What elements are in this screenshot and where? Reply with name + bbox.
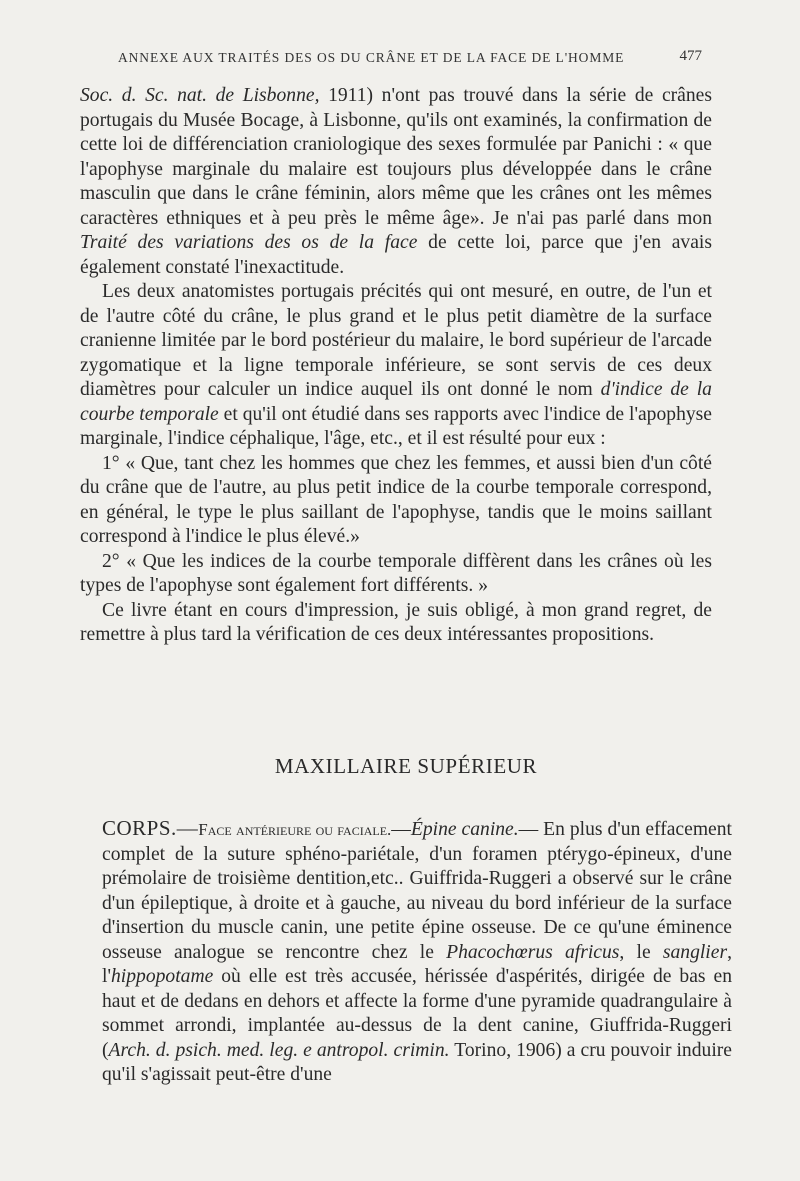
section-text-b: , le (619, 941, 663, 963)
section-text-block (102, 816, 732, 1088)
paragraph-1-text-b: de cette loi, parce que j'en avais également constaté l'inexactitude. (80, 232, 712, 278)
paragraph-5: Ce livre étant en cours d'impression, je suis obligé, à mon grand regret, de remettre à plus tard la vérification de ces deux intéressantes propositions. (80, 599, 712, 645)
paragraph-2-text-b: et qu'il ont étudié dans ses rapports avec l'indice de l'apophyse marginale, l'indice céphalique, l'âge, etc., et il est résulté pour eux : (80, 403, 712, 449)
paragraph-2 (80, 280, 712, 452)
paragraph-2-text-a: Les deux anatomistes portugais précités qui ont mesuré, en outre, de l'un et de l'autre côté du crâne, le plus grand et le plus petit diamètre de la surface cranienne limitée par le bord postérieur du malaire, le bord supérieur de l'arcade zygomatique et la ligne temporale inférieure, se sont servis de ces deux diamètres pour calculer un indice auquel ils ont donné le nom (80, 281, 712, 400)
paragraph-1-text-a: 1911) n'ont pas trouvé dans la série de crânes portugais du Musée Bocage, à Lisbonne, qu'ils ont examinés, la confirmation de cette loi de différenciation craniologique des sexes formulée par Panichi : « que l'apophyse marginale du malaire est toujours plus développée dans le crâne masculin que dans le crâne féminin, alors même que les crânes ont les mêmes caractères ethniques et à peu près le même âge». Je n'ai pas parlé dans mon (80, 85, 712, 229)
section-text-d: où elle est très accusée, hérissée d'aspérités, dirigée de bas en haut et de dedans en dehors et affecte la forme d'une pyramide quadrangulaire à sommet arrondi, implantée au-dessus de la dent canine, Giuffrida-Ruggeri ( (102, 966, 732, 1061)
section-text-a: — En plus d'un effacement complet de la suture sphéno-pariétale, d'un foramen ptérygo-épineux, d'une prémolaire de troisième dentition,etc.. Guiffrida-Ruggeri a observé sur le crâne d'un épileptique, à droite et à gauche, au niveau du bord inférieur de la surface d'insertion du muscle canin, une petite épine osseuse. De ce qu'une éminence osseuse analogue se rencontre chez le (102, 819, 732, 963)
paragraph-1 (80, 84, 712, 280)
running-header (118, 50, 702, 72)
paragraph-4: 2° « Que les indices de la courbe temporale diffèrent dans les crânes où les types de l'apophyse sont également fort différents. » (80, 550, 712, 596)
section-text-c: , l' (102, 941, 732, 987)
section-heading: MAXILLAIRE SUPÉRIEUR (274, 754, 538, 778)
face-subheading: Face antérieure ou faciale. (198, 820, 392, 839)
species-italic: Phacochœrus africus (446, 941, 620, 963)
paragraph-3: 1° « Que, tant chez les hommes que chez les femmes, et aussi bien d'un côté du crâne que de l'autre, au plus petit indice de la courbe temporale correspond, en général, le type le plus saillant de l'apophyse, tandis que le moins saillant correspond à l'indice le plus élevé.» (80, 452, 712, 547)
index-term-italic: d'indice de la courbe temporale (80, 379, 712, 425)
epine-subheading: Épine canine. (410, 819, 519, 840)
running-header-title: ANNEXE AUX TRAITÉS DES OS DU CRÂNE ET DE LA FACE DE L'HOMME (118, 50, 625, 65)
page-number: 477 (679, 48, 702, 64)
section-text-e: Torino, 1906) a cru pouvoir induire qu'il s'agissait peut-être d'une (102, 1039, 732, 1085)
section-paragraph (102, 816, 732, 1088)
journal-citation-italic: Arch. d. psich. med. leg. e antropol. crimin. (108, 1039, 450, 1061)
citation-italic: Soc. d. Sc. nat. de Lisbonne, (80, 85, 320, 106)
corps-heading: CORPS.— (102, 816, 199, 840)
book-title-italic: Traité des variations des os de la face (80, 232, 418, 253)
subheading-dash: — (391, 819, 411, 840)
hippopotame-italic: hippopotame (110, 966, 214, 987)
main-text-block (80, 84, 712, 648)
sanglier-italic: sanglier (662, 941, 728, 963)
